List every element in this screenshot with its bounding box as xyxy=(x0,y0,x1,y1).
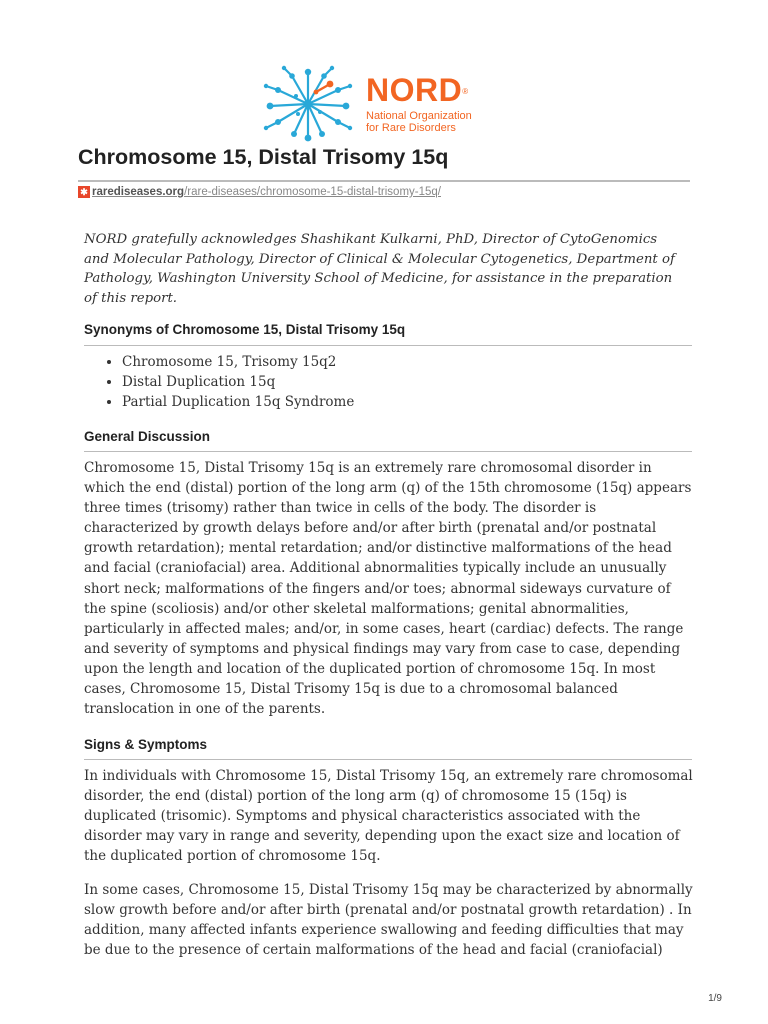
section-divider xyxy=(84,345,692,346)
page-title: Chromosome 15, Distal Trisomy 15q xyxy=(78,145,449,169)
section-divider xyxy=(84,451,692,452)
list-item: • Distal Duplication 15q xyxy=(122,372,354,392)
logo-subtitle: National Organization for Rare Disorders xyxy=(366,110,472,134)
signs-symptoms-heading: Signs & Symptoms xyxy=(84,737,208,752)
signs-paragraph-1: In individuals with Chromosome 15, Distal Trisomy 15q, an extremely rare chromosomal disorder, the end (distal) portion of the long arm (q) of chromosome 15 (15q) is duplicated (trisomic). Symptoms and physical characteristics associated with the disorder may vary in range and severity, depending upon the exact size and location of the duplicated portion of chromosome 15q. xyxy=(84,768,693,865)
source-url[interactable]: rarediseases.org/rare-diseases/chromosome-15-distal-trisomy-15q/ xyxy=(92,186,441,198)
logo-wordmark: NORD® xyxy=(366,72,469,108)
nord-logo xyxy=(258,62,488,146)
nord-favicon-icon: ✱ xyxy=(78,186,90,198)
synonyms-heading: Synonyms of Chromosome 15, Distal Trisomy 15q xyxy=(84,322,406,337)
section-divider xyxy=(84,759,692,760)
list-item: • Chromosome 15, Trisomy 15q2 xyxy=(122,352,354,372)
title-divider xyxy=(78,180,690,182)
source-link[interactable] xyxy=(78,184,441,200)
general-discussion-heading: General Discussion xyxy=(84,429,211,444)
list-item: • Partial Duplication 15q Syndrome xyxy=(122,392,354,412)
acknowledgement-text: NORD gratefully acknowledges Shashikant Kulkarni, PhD, Director of CytoGenomics and Molecular Pathology, Director of Clinical & Molecular Cytogenetics, Department of Pathology, Washington University School of Medicine, for assistance in the preparation of this report. xyxy=(84,232,675,306)
nord-network-icon xyxy=(258,62,358,146)
synonyms-list xyxy=(84,352,354,412)
page-number: 1/9 xyxy=(708,993,722,1004)
general-discussion-text: Chromosome 15, Distal Trisomy 15q is an extremely rare chromosomal disorder in which the end (distal) portion of the long arm (q) of the 15th chromosome (15q) appears three times (trisomy) rather than twice in cells of the body. The disorder is characterized by growth delays before and/or after birth (prenatal and/or postnatal growth retardation); mental retardation; and/or distinctive malformations of the head and facial (craniofacial) area. Additional abnormalities typically include an unusually short neck; malformations of the fingers and/or toes; abnormal sideways curvature of the spine (scoliosis) and/or other skeletal malformations; genital abnormalities, particularly in affected males; and/or, in some cases, heart (cardiac) defects. The range and severity of symptoms and physical findings may vary from case to case, depending upon the length and location of the duplicated portion of chromosome 15q. In most cases, Chromosome 15, Distal Trisomy 15q is due to a chromosomal balanced translocation in one of the parents. xyxy=(84,460,692,718)
signs-paragraph-2: In some cases, Chromosome 15, Distal Trisomy 15q may be characterized by abnormally slow growth before and/or after birth (prenatal and/or postnatal growth retardation) . In addition, many affected infants experience swallowing and feeding difficulties that may be due to the presence of certain malformations of the head and facial (craniofacial) xyxy=(84,882,693,959)
